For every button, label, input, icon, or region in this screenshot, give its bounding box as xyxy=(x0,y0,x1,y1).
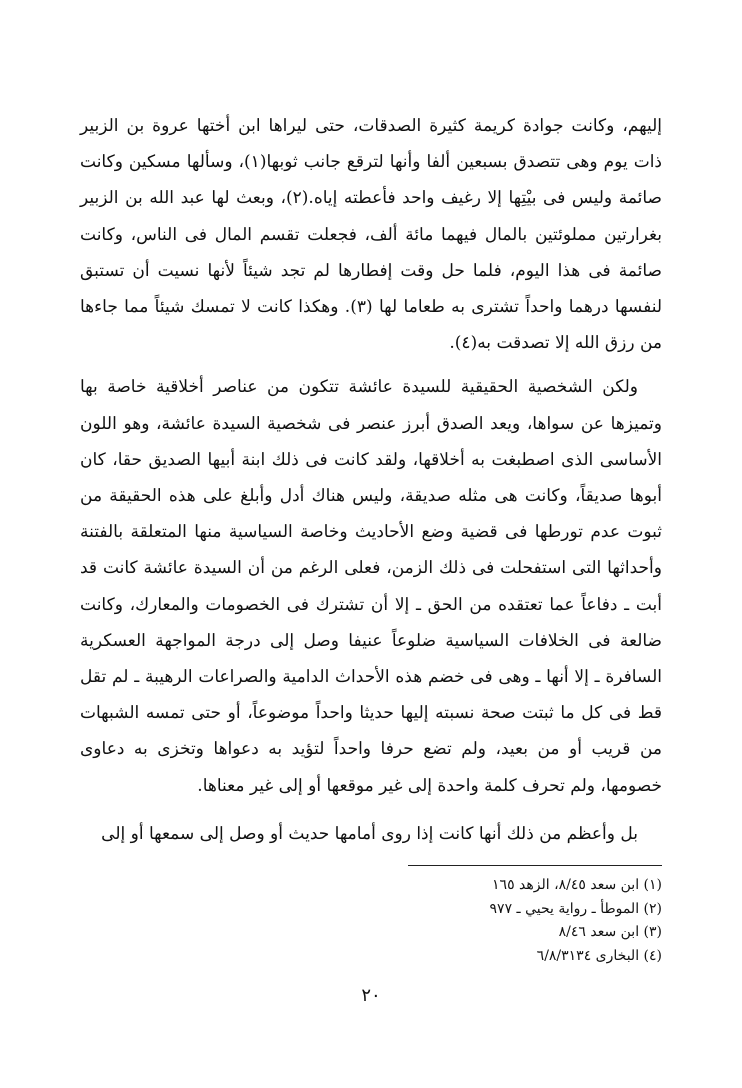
footnote-1: (١) ابن سعد ٨/٤٥، الزهد ١٦٥ xyxy=(492,877,662,893)
body-paragraph-1: إليهم، وكانت جوادة كريمة كثيرة الصدقات، حتى ليراها ابن أختها عروة بن الزبير ذات يوم وهى تتصدق بسبعين ألفا وأنها لترقع جانب ثوبها(١)، وسألها مسكين وكانت صائمة وليس فى بيْتِها إلا رغيف واحد فأعطته إياه.(٢)، وبعث لها عبد الله بن الزبير بغرارتين مملوئتين بالمال فيهما مائة ألف، فجعلت تقسم المال فى الناس، وكانت صائمة فى هذا اليوم، فلما حل وقت إفطارها لم تجد شيئاً لأنها نسيت أن تستبق لنفسها درهما واحداً تشترى به طعاما لها (٣). وهكذا كانت لا تمسك شيئاً مما جاءها من رزق الله إلا تصدقت به(٤). xyxy=(80,116,663,354)
footnote-2: (٢) الموطأ ـ رواية يحيي ـ ٩٧٧ xyxy=(489,900,662,917)
footnote-separator xyxy=(408,865,662,866)
footnotes-list xyxy=(80,874,662,968)
body-paragraph-2: ولكن الشخصية الحقيقية للسيدة عائشة تتكون من عناصر أخلاقية خاصة بها وتميزها عن سواها، ويعد الصدق أبرز عنصر فى شخصية السيدة عائشة، وهو اللون الأساسى الذى اصطبغت به أخلاقها، ولقد كانت فى ذلك ابنة أبيها الصديق حقا، كان أبوها صديقاً، وكانت هى مثله صديقة، وليس هناك أدل وأبلغ على هذه الحقيقة من ثبوت عدم تورطها فى قضية وضع الأحاديث وخاصة السياسية منها المتعلقة بالفتنة وأحداثها التى استفحلت فى ذلك الزمن، فعلى الرغم من أن السيدة عائشة كانت قد أبت ـ دفاعاً عما تعتقده من الحق ـ إلا أن تشترك فى الخصومات والمعارك، وكانت ضالعة فى الخلافات السياسية ضلوعاً عنيفا وصل إلى درجة المواجهة العسكرية السافرة ـ إلا أنها ـ وهى فى خضم هذه الأحداث الدامية والصراعات الرهيبة ـ لم تقل قط فى كل ما ثبتت صحة نسبته إليها حديثا واحداً موضوعاً، أو حتى تمسه الشبهات من قريب أو من بعيد، ولم تضع حرفا واحداً لتؤيد به دعواها وتخزى به دعاوى خصومها، ولم تحرف كلمة واحدة إلى غير موقعها أو إلى غير معناها. xyxy=(80,377,662,796)
page-number: ٢٠ xyxy=(361,985,381,1006)
footnote-4: (٤) البخارى ٦/٨/٣١٣٤ xyxy=(536,947,662,964)
footnote-3: (٣) ابن سعد ٨/٤٦ xyxy=(558,924,662,940)
body-paragraph-3: بل وأعظم من ذلك أنها كانت إذا روى أمامها حديث أو وصل إلى سمعها أو إلى xyxy=(101,823,638,844)
